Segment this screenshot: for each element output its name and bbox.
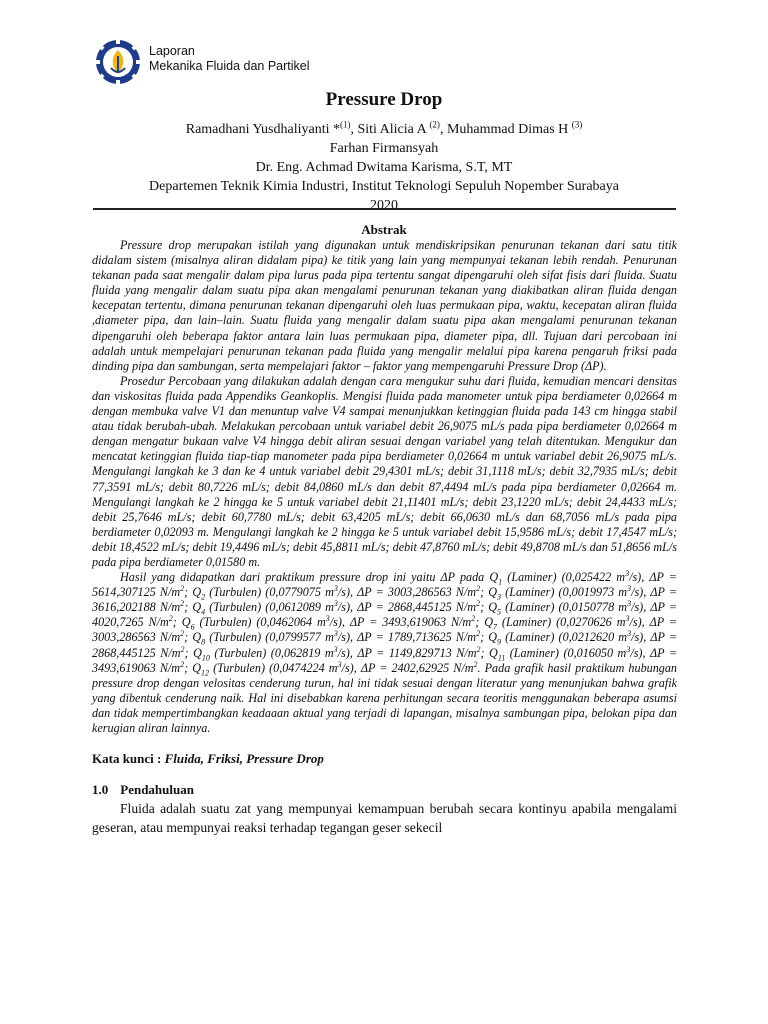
- result-item: [181, 614, 485, 632]
- result-flow-exponent: 3: [626, 644, 631, 654]
- result-flow-index: 8: [201, 637, 206, 647]
- result-flow-exponent: 3: [627, 599, 632, 609]
- result-area-exponent: 2: [180, 599, 185, 609]
- result-item: [193, 646, 489, 660]
- result-flow-symbol: Q: [484, 615, 493, 630]
- section-number: 1.0: [92, 782, 109, 798]
- result-flow-index: 7: [492, 622, 497, 632]
- result-area-exponent: 2: [180, 659, 185, 669]
- result-flow-symbol: Q: [489, 645, 498, 660]
- result-flow-exponent: 3: [325, 614, 330, 624]
- result-separator: ;: [172, 615, 182, 630]
- result-flow-exponent: 3: [625, 569, 630, 579]
- affiliation: Departemen Teknik Kimia Industri, Institut Teknologi Sepuluh Nopember Surabaya: [149, 179, 619, 194]
- result-pressure-drop: /s), ΔP = 5614,307125 N/m: [92, 570, 677, 600]
- result-area-exponent: 2: [476, 584, 481, 594]
- result-area-exponent: 2: [168, 614, 173, 624]
- result-regime: (Laminer) (0,0212620 m: [501, 630, 628, 645]
- abstract-paragraph-2: Prosedur Percobaan yang dilakukan adalah dengan cara mengukur suhu dari fluida, kemudian mencari densitas dan viskositas fluida pada Appendiks Geankoplis. Mengisi fluida pada manometer untuk pipa berdiameter 0,02664 m dengan membuka valve V1 dan menuntup valve V4 sampai menunjukkan ketinggian fluida pada 143 cm hingga stabil atau tidak berubah-ubah. Melakukan percobaan untuk variabel debit 26,9075 mL/s pada pipa berdiameter 0,02664 m dengan mengatur bukaan valve V4 hingga debit aliran sesuai dengan variabel yang telah ditentukan. Mengukur dan mencatat ketinggian fluida tiap-tiap manometer pada pipa berdiameter 0,02664 m untuk variabel debit 26,9075 mL/s. Mengulangi langkah ke 3 dan ke 4 untuk variabel debit 29,4301 mL/s; debit 31,1118 mL/s; debit 32,7935 mL/s; debit 77,3591 mL/s; debit 80,7226 mL/s; debit 84,0860 mL/s dan debit 87,4494 mL/s pada pipa berdiameter 0,02664 m. Mengulangi langkah ke 2 hingga ke 5 untuk variabel debit 21,11401 mL/s; debit 23,1220 mL/s; debit 24,4433 mL/s; debit 25,7646 mL/s; debit 60,7780 mL/s; debit 63,4205 mL/s; debit 66,0630 mL/s dan 68,7056 mL/s pada pipa berdiameter 0,02093 m. Mengulangi langkah ke 2 hingga ke 5 untuk variabel debit 15,9586 mL/s; debit 17,4547 mL/s; debit 18,4522 mL/s; debit 19,4496 mL/s; debit 45,8811 mL/s; debit 47,8760 mL/s; debit 49,8708 mL/s dan 51,8656 mL/s pada pipa berdiameter 0,01580 m.: [92, 373, 677, 569]
- result-area-exponent: 2: [471, 614, 476, 624]
- result-regime: (Turbulen) (0,0612089 m: [205, 600, 334, 615]
- paper-title: Pressure Drop: [325, 89, 443, 110]
- result-flow-symbol: Q: [488, 585, 498, 600]
- result-item: [192, 599, 489, 617]
- abstract-heading: Abstrak: [361, 222, 407, 237]
- result-flow-exponent: 3: [333, 629, 338, 639]
- result-regime: (Laminer) (0,016050 m: [505, 645, 627, 660]
- keywords-label: Kata kunci :: [92, 751, 165, 767]
- result-separator: ;: [475, 615, 485, 630]
- result-flow-exponent: 3: [337, 659, 342, 669]
- result-regime: (Turbulen) (0,0462064 m: [194, 615, 326, 630]
- result-flow-index: 5: [497, 607, 502, 617]
- result-flow-exponent: 3: [333, 644, 338, 654]
- result-regime: (Turbulen) (0,062819 m: [209, 645, 334, 660]
- abstract-paragraph-1: Pressure drop merupakan istilah yang digunakan untuk mendiskripsikan penurunan tekanan dari satu titik didalam sistem (misalnya aliran didalam pipa) ke titik yang lain yang mempunyai tekanan lebih rendah. Penurunan tekanan pada saat mengalir dalam pipa lurus pada pipa tertentu sangat dipengaruhi oleh sifat fisis dari fluida. Suatu fluida yang mengalir dalam suatu pipa akan mengalami penurunan tekanan yang diakibatkan aliran fluida dengan kecepatan tertentu, dimana penurunan tekanan dipengaruhi oleh luas permukaan pipa, waktu, kecepatan aliran fluida ,diameter pipa, dan lain–lain. Suatu fluida yang mengalir dalam suatu pipa akan mengalami penurunan tekanan dipengaruhi oleh beberapa faktor antara lain luas permukaan pipa, diameter pipa, dll. Tujuan dari percobaan ini adalah untuk mempelajari penurunan tekanan pada fluida yang mengalir melalui pipa karena pengaruh friksi pada dinding pipa dan sambungan, serta mempelajari faktor – faktor yang mempengaruhi Pressure Drop (ΔP).: [92, 238, 677, 373]
- results-list: [92, 569, 678, 678]
- result-area-exponent: 2: [476, 644, 481, 654]
- result-item: [192, 584, 489, 602]
- result-regime: (Turbulen) (0,0779075 m: [205, 585, 334, 600]
- result-flow-exponent: 3: [333, 584, 338, 594]
- result-flow-symbol: Q: [488, 630, 498, 645]
- result-area-exponent: 2: [476, 599, 481, 609]
- result-pressure-drop: /s), ΔP = 3493,619063 N/m: [92, 645, 678, 675]
- result-flow-index: 10: [201, 652, 210, 662]
- result-flow-symbol: Q: [192, 600, 202, 615]
- author-1-mark: (1): [339, 119, 351, 130]
- result-regime: (Turbulen) (0,0799577 m: [205, 630, 334, 645]
- result-flow-symbol: Q: [192, 660, 201, 675]
- result-flow-symbol: Q: [192, 585, 202, 600]
- result-separator: ;: [184, 630, 193, 645]
- result-area-exponent: 2: [180, 584, 185, 594]
- author-2: , Siti Alicia A: [350, 122, 426, 137]
- header-line-1: Laporan: [149, 44, 195, 58]
- result-area-exponent: 2: [180, 644, 185, 654]
- result-separator: ;: [184, 645, 194, 660]
- result-pressure-drop: /s), ΔP = 4020,7265 N/m: [92, 600, 678, 630]
- its-logo-icon: [94, 38, 142, 86]
- result-regime: (Laminer) (0,0150778 m: [501, 600, 628, 615]
- header-line-2: Mekanika Fluida dan Partikel: [149, 59, 310, 73]
- result-separator: ;: [184, 660, 193, 675]
- section-heading: [92, 782, 677, 797]
- header-text: [149, 44, 310, 74]
- result-pressure-drop: /s), ΔP = 2402,62925 N/m: [341, 660, 474, 675]
- result-flow-symbol: Q: [181, 615, 191, 630]
- author-line: [0, 120, 768, 139]
- result-flow-symbol: Q: [488, 600, 498, 615]
- result-regime: (Laminer) (0,025422 m: [502, 570, 626, 585]
- author-4: Farhan Firmansyah: [329, 141, 439, 156]
- result-pressure-drop: /s), ΔP = 1149,829713 N/m: [337, 645, 477, 660]
- result-pressure-drop: /s), ΔP = 2868,445125 N/m: [337, 600, 477, 615]
- result-separator: ;: [480, 645, 490, 660]
- paper-body: [92, 238, 677, 837]
- result-item: [192, 659, 478, 678]
- abstract-paragraph-3: [92, 570, 677, 736]
- result-separator: ;: [184, 600, 193, 615]
- result-flow-exponent: 3: [627, 584, 632, 594]
- author-2-mark: (2): [429, 119, 440, 130]
- abstract-closing: . Pada grafik hasil praktikum hubungan pressure drop dengan velositas cenderung turun, hal ini tidak sesuai dengan literatur yang menunjukan bahwa grafik yang dibentuk cenderung naik. Hal ini disebabkan karena perhitungan secara teoritis menggunakan beberapa asumsi dan tidak mempertimbangkan keadaaan aktual yang terjadi di lapangan, misalnya sambungan pipa, belokan pipa dan kerugian aliran lainnya.: [92, 660, 677, 735]
- result-pressure-drop: /s), ΔP = 1789,713625 N/m: [337, 630, 477, 645]
- results-intro: Hasil yang didapatkan dari praktikum pressure drop ini yaitu ΔP pada: [120, 570, 490, 585]
- result-pressure-drop: /s), ΔP = 3493,619063 N/m: [329, 615, 472, 630]
- section-paragraph: Fluida adalah suatu zat yang mempunyai kemampuan berubah secara kontinyu apabila mengalami geseran, atau mempunyai reaksi terhadap tegangan geser sekecil: [92, 801, 677, 836]
- supervisor: Dr. Eng. Achmad Dwitama Karisma, S.T, MT: [255, 160, 513, 175]
- result-pressure-drop: /s), ΔP = 3003,286563 N/m: [337, 585, 477, 600]
- result-flow-exponent: 3: [625, 614, 630, 624]
- result-separator: ;: [184, 585, 193, 600]
- result-separator: ;: [480, 585, 489, 600]
- result-regime: (Laminer) (0,0270626 m: [496, 615, 626, 630]
- author-1: Ramadhani Yusdhaliyanti *: [185, 122, 340, 137]
- result-flow-index: 4: [201, 607, 206, 617]
- author-3: , Muhammad Dimas H: [439, 122, 569, 137]
- keywords-value: Fluida, Friksi, Pressure Drop: [164, 751, 324, 767]
- result-pressure-drop: /s), ΔP = 2868,445125 N/m: [92, 630, 678, 660]
- result-pressure-drop: /s), ΔP = 3003,286563 N/m: [92, 615, 678, 645]
- result-flow-symbol: Q: [192, 630, 202, 645]
- result-item: [192, 629, 489, 647]
- page-header: [94, 38, 694, 88]
- result-flow-index: 2: [201, 592, 206, 602]
- result-flow-symbol: Q: [193, 645, 202, 660]
- result-pressure-drop: /s), ΔP = 3616,202188 N/m: [92, 585, 678, 615]
- result-area-exponent: 2: [473, 659, 478, 669]
- keywords: [92, 751, 677, 766]
- result-flow-index: 12: [200, 668, 209, 678]
- result-area-exponent: 2: [180, 629, 185, 639]
- year: 2020: [370, 198, 398, 213]
- result-flow-index: 1: [498, 577, 503, 587]
- result-flow-symbol: Q: [489, 570, 499, 585]
- result-area-exponent: 2: [476, 629, 481, 639]
- result-flow-exponent: 3: [627, 629, 632, 639]
- result-flow-index: 6: [190, 622, 195, 632]
- result-separator: ;: [480, 630, 489, 645]
- result-flow-exponent: 3: [333, 599, 338, 609]
- result-flow-index: 9: [497, 637, 502, 647]
- result-separator: ;: [480, 600, 489, 615]
- result-regime: (Turbulen) (0,0474224 m: [208, 660, 338, 675]
- section-title: Pendahuluan: [120, 782, 194, 798]
- result-regime: (Laminer) (0,0019973 m: [501, 585, 628, 600]
- result-flow-index: 3: [497, 592, 502, 602]
- title-divider: [93, 208, 676, 210]
- author-block: [0, 120, 768, 215]
- result-flow-index: 11: [497, 652, 506, 662]
- author-3-mark: (3): [571, 119, 583, 130]
